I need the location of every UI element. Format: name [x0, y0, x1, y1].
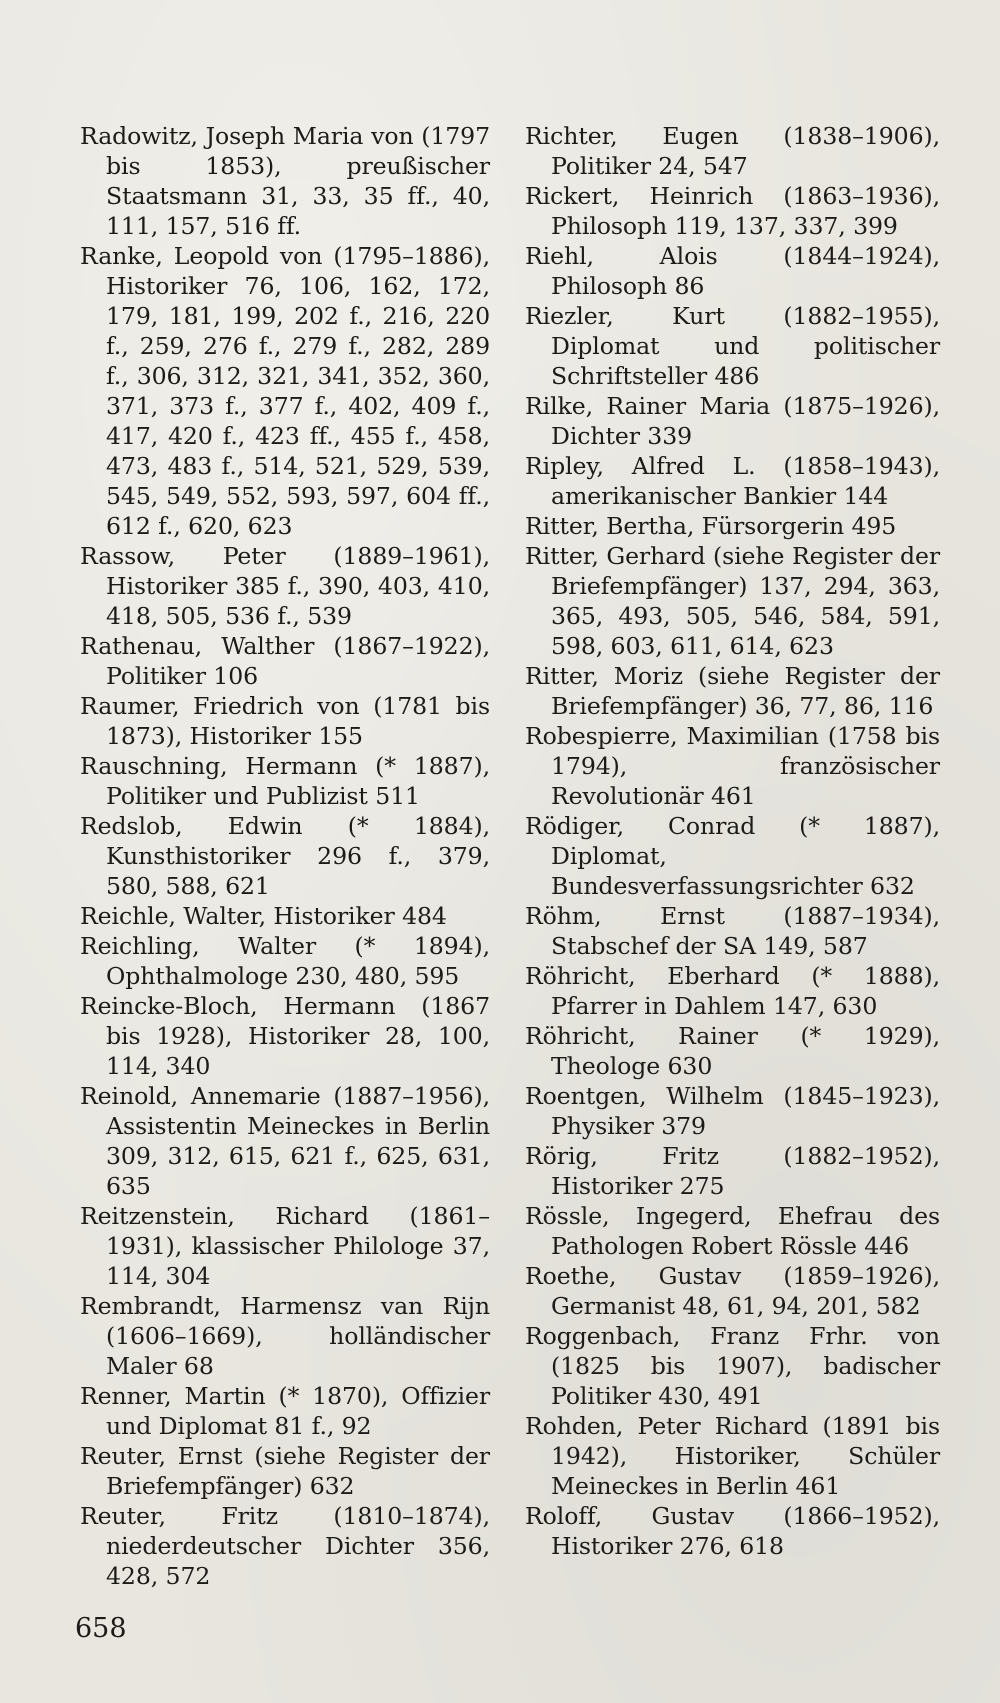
index-entry: Rörig, Fritz (1882–1952), Historiker 275	[525, 1142, 940, 1200]
index-entry: Ritter, Moriz (siehe Register der Briefempfänger) 36, 77, 86, 116	[525, 662, 940, 720]
index-entry: Rembrandt, Harmensz van Rijn (1606–1669), holländischer Maler 68	[80, 1292, 490, 1380]
index-entry: Raumer, Friedrich von (1781 bis 1873), Historiker 155	[80, 692, 490, 750]
index-entry: Roethe, Gustav (1859–1926), Germanist 48, 61, 94, 201, 582	[525, 1262, 940, 1320]
index-entry: Roloff, Gustav (1866–1952), Historiker 276, 618	[525, 1502, 940, 1560]
index-entry: Ritter, Bertha, Fürsorgerin 495	[525, 512, 897, 540]
index-entry: Ritter, Gerhard (siehe Register der Briefempfänger) 137, 294, 363, 365, 493, 505, 546, 584, 591, 598, 603, 611, 614, 623	[525, 542, 940, 660]
index-entry: Roggenbach, Franz Frhr. von (1825 bis 1907), badischer Politiker 430, 491	[525, 1322, 940, 1410]
index-entry: Richter, Eugen (1838–1906), Politiker 24, 547	[525, 122, 940, 180]
index-entry: Ripley, Alfred L. (1858–1943), amerikanischer Bankier 144	[525, 452, 940, 510]
index-entry: Rilke, Rainer Maria (1875–1926), Dichter 339	[525, 392, 940, 450]
index-entry: Reincke-Bloch, Hermann (1867 bis 1928), Historiker 28, 100, 114, 340	[80, 992, 490, 1080]
index-entry: Rassow, Peter (1889–1961), Historiker 385 f., 390, 403, 410, 418, 505, 536 f., 539	[80, 542, 490, 630]
index-entry: Rohden, Peter Richard (1891 bis 1942), Historiker, Schüler Meineckes in Berlin 461	[525, 1412, 940, 1500]
index-entry: Rössle, Ingegerd, Ehefrau des Pathologen Robert Rössle 446	[525, 1202, 940, 1260]
index-entry: Reinold, Annemarie (1887–1956), Assistentin Meineckes in Berlin 309, 312, 615, 621 f., 625, 631, 635	[80, 1082, 490, 1200]
index-entry: Radowitz, Joseph Maria von (1797 bis 1853), preußischer Staatsmann 31, 33, 35 ff., 40, 111, 157, 516 ff.	[80, 122, 490, 240]
index-entry: Riehl, Alois (1844–1924), Philosoph 86	[525, 242, 940, 300]
index-entry: Riezler, Kurt (1882–1955), Diplomat und politischer Schriftsteller 486	[525, 302, 940, 390]
index-entry: Rathenau, Walther (1867–1922), Politiker 106	[80, 632, 490, 690]
index-column-left	[80, 121, 490, 1591]
index-entry: Robespierre, Maximilian (1758 bis 1794), französischer Revolutionär 461	[525, 722, 940, 810]
index-entry: Roentgen, Wilhelm (1845–1923), Physiker 379	[525, 1082, 940, 1140]
index-entry: Rödiger, Conrad (* 1887), Diplomat, Bundesverfassungsrichter 632	[525, 812, 940, 900]
index-entry: Reuter, Ernst (siehe Register der Briefempfänger) 632	[80, 1442, 490, 1500]
index-entry: Reitzenstein, Richard (1861–1931), klassischer Philologe 37, 114, 304	[80, 1202, 490, 1290]
index-entry: Rauschning, Hermann (* 1887), Politiker und Publizist 511	[80, 752, 490, 810]
index-entry: Röhricht, Rainer (* 1929), Theologe 630	[525, 1022, 940, 1080]
index-entry: Röhm, Ernst (1887–1934), Stabschef der SA 149, 587	[525, 902, 940, 960]
index-entry: Reuter, Fritz (1810–1874), niederdeutscher Dichter 356, 428, 572	[80, 1502, 490, 1590]
index-entry: Reichling, Walter (* 1894), Ophthalmologe 230, 480, 595	[80, 932, 490, 990]
index-entry: Röhricht, Eberhard (* 1888), Pfarrer in Dahlem 147, 630	[525, 962, 940, 1020]
index-entry: Renner, Martin (* 1870), Offizier und Diplomat 81 f., 92	[80, 1382, 490, 1440]
index-column-right	[525, 121, 940, 1561]
index-entry: Ranke, Leopold von (1795–1886), Historiker 76, 106, 162, 172, 179, 181, 199, 202 f., 216, 220 f., 259, 276 f., 279 f., 282, 289 f., 306, 312, 321, 341, 352, 360, 371, 373 f., 377 f., 402, 409 f., 417, 420 f., 423 ff., 455 f., 458, 473, 483 f., 514, 521, 529, 539, 545, 549, 552, 593, 597, 604 ff., 612 f., 620, 623	[80, 242, 490, 540]
index-entry: Rickert, Heinrich (1863–1936), Philosoph 119, 137, 337, 399	[525, 182, 940, 240]
page-number: 658	[75, 1613, 127, 1644]
index-entry: Reichle, Walter, Historiker 484	[80, 902, 447, 930]
index-entry: Redslob, Edwin (* 1884), Kunsthistoriker 296 f., 379, 580, 588, 621	[80, 812, 490, 900]
